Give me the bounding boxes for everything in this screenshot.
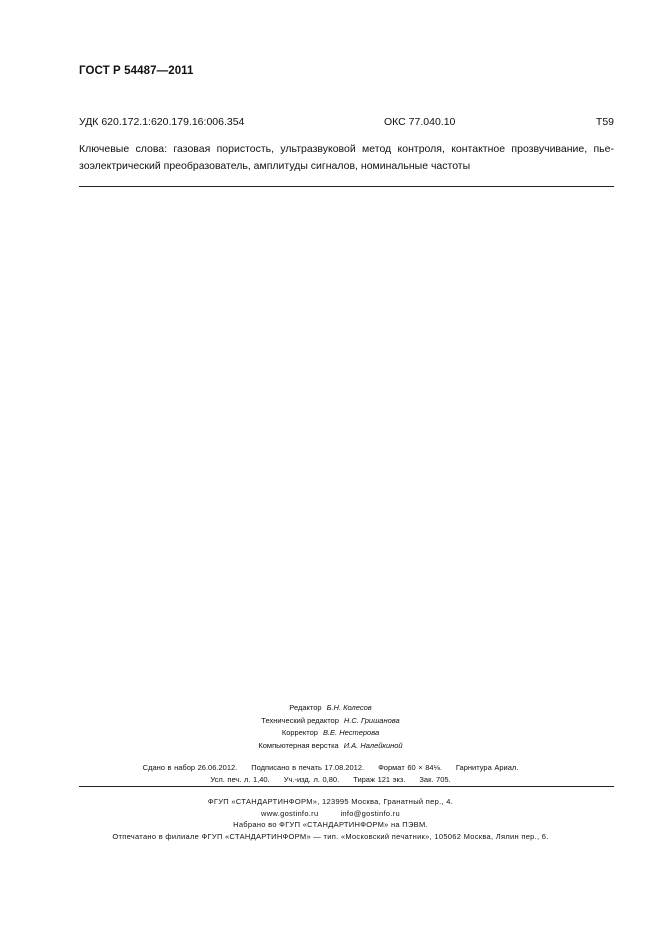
divider-bottom: [79, 786, 614, 787]
typeface: Гарнитура Ариал.: [455, 763, 519, 772]
signed-date: Подписано в печать 17.08.2012.: [251, 763, 365, 772]
credit-role: Редактор: [289, 703, 322, 712]
print-details-line-1: [0, 762, 661, 774]
printed-note: Отпечатано в филиале ФГУП «СТАНДАРТИНФОРМ» — тип. «Московский печатник», 105062 Москва, Лялин пер., 6.: [112, 831, 549, 841]
print-run: Тираж 121 экз.: [353, 775, 406, 784]
udc-code: УДК 620.172.1:620.179.16:006.354: [79, 116, 245, 128]
printed-sheets: Усл. печ. л. 1,40.: [210, 775, 270, 784]
keywords-text: газовая пористость, ультразвуковой метод контроля, контактное прозвучивание, пьезоэлектрический преобразователь, амплитуды сигналов, номинальные частоты: [79, 143, 614, 172]
paper-format: Формат 60 × 84⅛.: [378, 763, 442, 772]
credit-editor: [0, 702, 661, 715]
oks-code: ОКС 77.040.10: [384, 116, 456, 128]
publisher-sheets: Уч.-изд. л. 0,80.: [283, 775, 340, 784]
publisher-address: ФГУП «СТАНДАРТИНФОРМ», 123995 Москва, Гранатный пер., 4.: [207, 797, 454, 806]
publisher-imprint: [0, 796, 661, 842]
print-details: [0, 762, 661, 786]
credit-person: В.Е. Нестерова: [322, 728, 380, 737]
editorial-credits: [0, 702, 661, 752]
credit-role: Корректор: [281, 728, 318, 737]
credit-person: И.А. Налейкиной: [343, 740, 403, 750]
group-code: Т59: [595, 116, 614, 128]
classification-row: [79, 116, 614, 132]
divider-top: [79, 186, 614, 187]
standard-number: ГОСТ Р 54487—2011: [79, 65, 194, 77]
keywords-paragraph: [79, 141, 614, 174]
credit-tech-editor: [0, 715, 661, 728]
credit-person: Б.Н. Колесов: [326, 703, 372, 712]
credit-layout: [0, 740, 661, 753]
credit-proofreader: [0, 727, 661, 740]
publisher-website: www.gostinfo.ru: [261, 808, 319, 818]
publisher-email: info@gostinfo.ru: [340, 808, 400, 818]
typeset-note: Набрано во ФГУП «СТАНДАРТИНФОРМ» на ПЭВМ.: [233, 820, 428, 829]
credit-person: Н.С. Гришанова: [343, 715, 400, 725]
order-number: Зак. 705.: [419, 775, 451, 784]
credit-role: Компьютерная верстка: [258, 740, 339, 750]
publisher-contacts: [0, 808, 661, 820]
keywords-label: Ключевые слова:: [79, 143, 168, 155]
print-details-line-2: [0, 774, 661, 786]
credit-role: Технический редактор: [261, 715, 339, 725]
submitted-date: Сдано в набор 26.06.2012.: [142, 763, 238, 772]
